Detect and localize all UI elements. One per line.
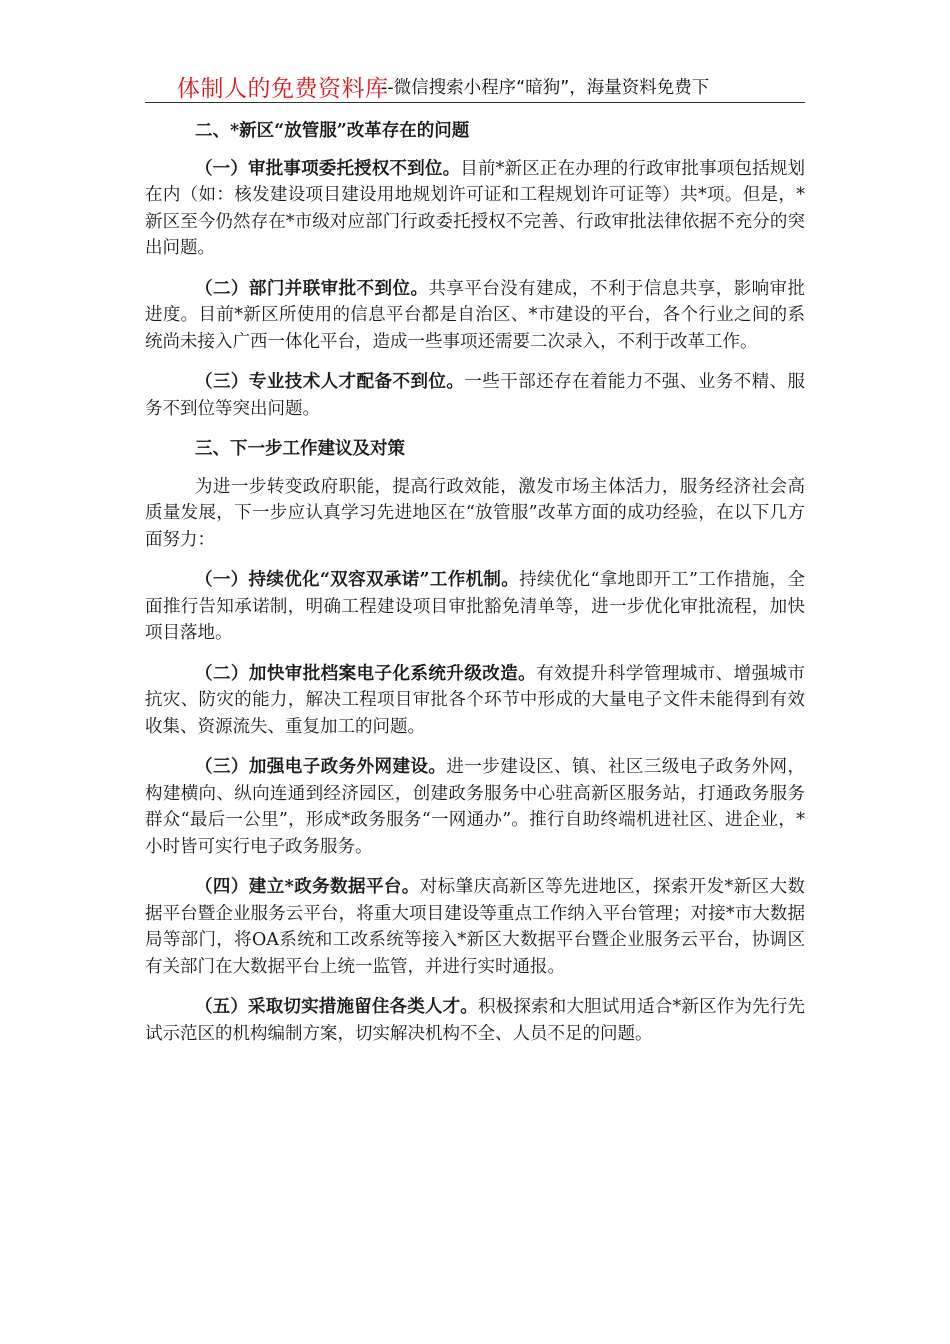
section-heading-problems: 二、*新区“放管服”改革存在的问题: [195, 121, 470, 141]
paragraph-text: 持续优化“拿地即开工”工作措施，全面推行告知承诺制，明确工程建设项目审批豁免清单等，进一步优化审批流程，加快项目落地。: [145, 570, 805, 643]
paragraph-suggestion-2: [145, 661, 805, 741]
paragraph-lead: （三）加强电子政务外网建设。: [195, 757, 447, 777]
paragraph-text: 共享平台没有建成，不利于信息共享，影响审批进度。目前*新区所使用的信息平台都是自治区、*市建设的平台，各个行业之间的系统尚未接入广西一体化平台，造成一些事项还需要二次录入，不利于改革工作。: [145, 278, 806, 352]
paragraph-intro: 为进一步转变政府职能，提高行政效能，激发市场主体活力，服务经济社会高质量发展，下一步应认真学习先进地区在“放管服”改革方面的成功经验，在以下几方面努力：: [145, 476, 805, 550]
paragraph-lead: （二）加快审批档案电子化系统升级改造。: [195, 663, 537, 684]
paragraph-lead: （三）专业技术人才配备不到位。: [195, 372, 465, 392]
paragraph-problem-2: [145, 276, 805, 356]
paragraph-problem-1: [145, 156, 805, 262]
paragraph-lead: （五）采取切实措施留住各类人才。: [195, 997, 478, 1017]
paragraph-problem-3: [145, 369, 805, 422]
paragraph-lead: （二）部门并联审批不到位。: [195, 278, 429, 299]
document-body: [145, 118, 805, 1061]
header-brand: 体制人的免费资料库: [177, 76, 389, 102]
paragraph-suggestion-4: [145, 874, 805, 980]
paragraph-suggestion-5: [145, 994, 805, 1047]
page-header: [145, 62, 805, 103]
paragraph-text: 积极探索和大胆试用适合*新区作为先行先试示范区的机构编制方案，切实解决机构不全、人员不足的问题。: [145, 997, 806, 1044]
paragraph-lead: （四）建立*政务数据平台。: [195, 877, 420, 897]
paragraph-text: 一些干部还存在着能力不强、业务不精、服务不到位等突出问题。: [145, 372, 806, 419]
paragraph-text: 对标肇庆高新区等先进地区，探索开发*新区大数据平台暨企业服务云平台，将重大项目建设等重点工作纳入平台管理；对接*市大数据局等部门，将OA系统和工改系统等接入*新区大数据平台暨企业服务云平台，协调区有关部门在大数据平台上统一监管，并进行实时通报。: [145, 877, 805, 977]
paragraph-lead: （一）持续优化“双容双承诺”工作机制。: [195, 570, 520, 590]
paragraph-text: 目前*新区正在办理的行政审批事项包括规划在内（如：核发建设项目建设用地规划许可证和工程规划许可证等）共*项。但是，*新区至今仍然存在*市级对应部门行政委托授权不完善、行政审批法律依据不充分的突出问题。: [145, 158, 806, 258]
paragraph-text: 进一步建设区、镇、社区三级电子政务外网，构建横向、纵向连通到经济园区，创建政务服务中心驻高新区服务站，打通政务服务群众“最后一公里”，形成*政务服务“一网通办”。推行自助终端机进社区、进企业，*小时皆可实行电子政务服务。: [145, 757, 806, 857]
paragraph-lead: （一）审批事项委托授权不到位。: [195, 158, 461, 179]
paragraph-suggestion-3: [145, 754, 805, 860]
header-tagline: --微信搜索小程序“暗狗”，海量资料免费下: [381, 78, 710, 98]
section-heading-suggestions: 三、下一步工作建议及对策: [195, 439, 405, 459]
paragraph-text: 有效提升科学管理城市、增强城市抗灾、防灾的能力，解决工程项目审批各个环节中形成的大量电子文件未能得到有效收集、资源流失、重复加工的问题。: [145, 663, 806, 737]
paragraph-suggestion-1: [145, 567, 805, 647]
